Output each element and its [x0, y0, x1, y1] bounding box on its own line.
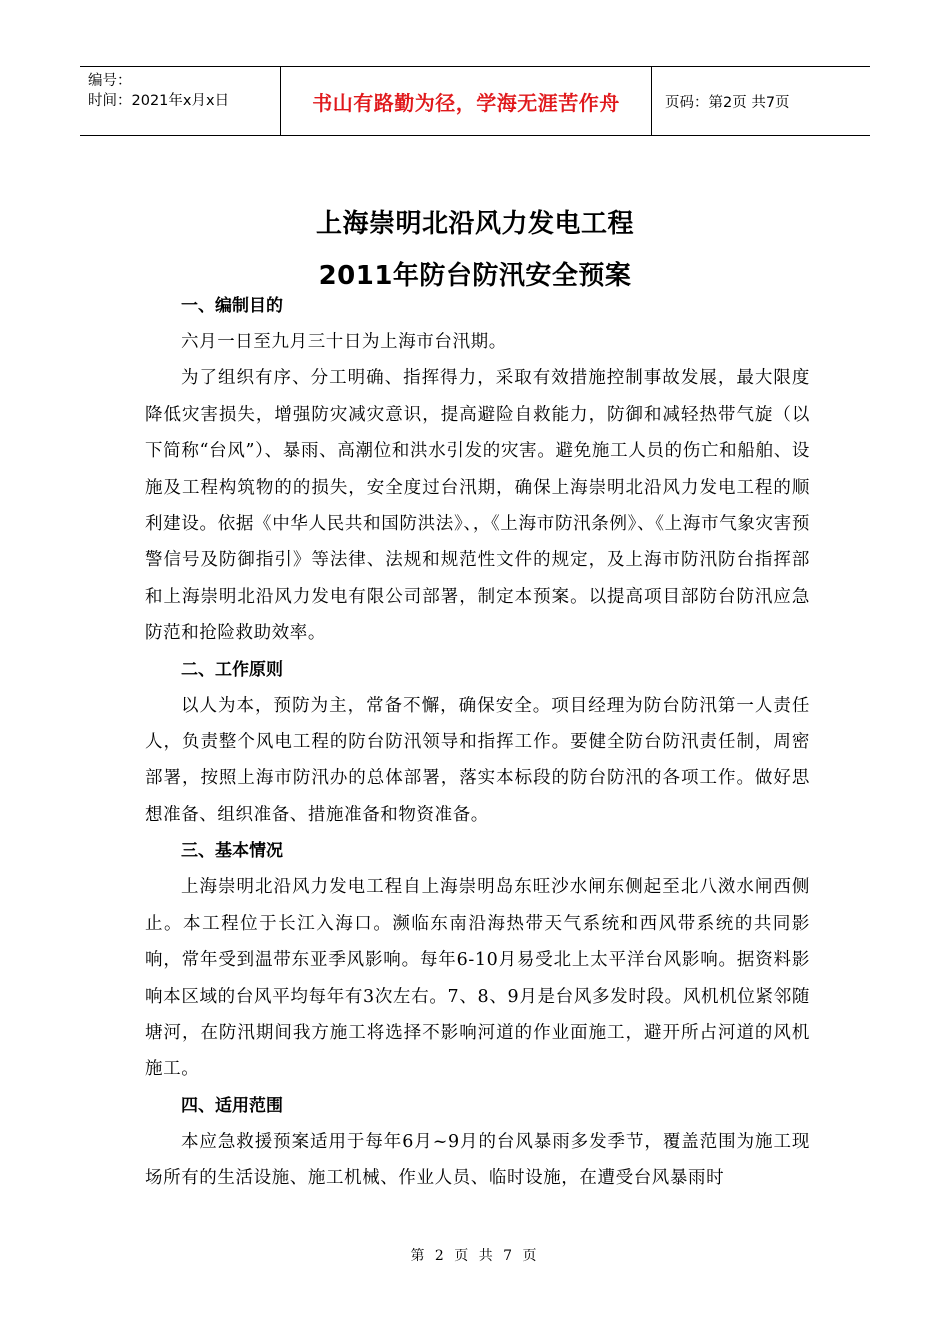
- paragraph: 上海崇明北沿风力发电工程自上海崇明岛东旺沙水闸东侧起至北八滧水闸西侧止。本工程位于长江入海口。濒临东南沿海热带天气系统和西风带系统的共同影响，常年受到温带东亚季风影响。每年6-10月易受北上太平洋台风影响。据资料影响本区域的台风平均每年有3次左右。7、8、9月是台风多发时段。风机机位紧邻随塘河，在防汛期间我方施工将选择不影响河道的作业面施工，避开所占河道的风机施工。: [145, 877, 810, 1080]
- header-meta: [80, 67, 281, 135]
- paragraph: 本应急救援预案适用于每年6月~9月的台风暴雨多发季节，覆盖范围为施工现场所有的生活设施、施工机械、作业人员、临时设施，在遭受台风暴雨时: [145, 1131, 810, 1189]
- section-scope: [145, 1088, 810, 1197]
- page-footer: 第 2 页 共 7 页: [410, 1248, 540, 1264]
- header-page-info: 页码：第2页 共7页: [665, 94, 790, 111]
- section-heading: 一、编制目的: [181, 296, 283, 316]
- section-basic-info: [145, 833, 810, 1087]
- section-heading: 三、基本情况: [181, 841, 283, 862]
- document-title: 上海崇明北沿风力发电工程: [315, 209, 634, 239]
- paragraph: 为了组织有序、分工明确、指挥得力，采取有效措施控制事故发展，最大限度降低灾害损失，增强防灾减灾意识，提高避险自救能力，防御和减轻热带气旋（以下简称“台风”）、暴雨、高潮位和洪水引发的灾害。避免施工人员的伤亡和船舶、设施及工程构筑物的的损失，安全度过台汛期，确保上海崇明北沿风力发电工程的顺利建设。依据《中华人民共和国防洪法》、，《上海市防汛条例》、《上海市气象灾害预警信号及防御指引》等法律、法规和规范性文件的规定，及上海市防汛防台指挥部和上海崇明北沿风力发电有限公司部署，制定本预案。以提高项目部防台防汛应急防范和抢险救助效率。: [145, 368, 810, 644]
- paragraph: 六月一日至九月三十日为上海市台汛期。: [181, 332, 507, 352]
- section-heading: 二、工作原则: [181, 659, 283, 680]
- header-motto: 书山有路勤为径，学海无涯苦作舟: [281, 67, 652, 135]
- document-body: [145, 288, 810, 1197]
- document-header: [80, 66, 870, 136]
- serial-number-label: 编号：: [88, 73, 132, 89]
- section-principles: [145, 652, 810, 834]
- section-purpose: [145, 288, 810, 652]
- paragraph: 以人为本，预防为主，常备不懈，确保安全。项目经理为防台防汛第一人责任人，负责整个风电工程的防台防汛领导和指挥工作。要健全防台防汛责任制，周密部署，按照上海市防汛办的总体部署，落实本标段的防台防汛的各项工作。做好思想准备、组织准备、措施准备和物资准备。: [145, 695, 810, 825]
- date-label: 时间：2021年x月x日: [88, 93, 230, 109]
- section-heading: 四、适用范围: [181, 1095, 283, 1116]
- document-subtitle: 2011年防台防汛安全预案: [318, 261, 632, 291]
